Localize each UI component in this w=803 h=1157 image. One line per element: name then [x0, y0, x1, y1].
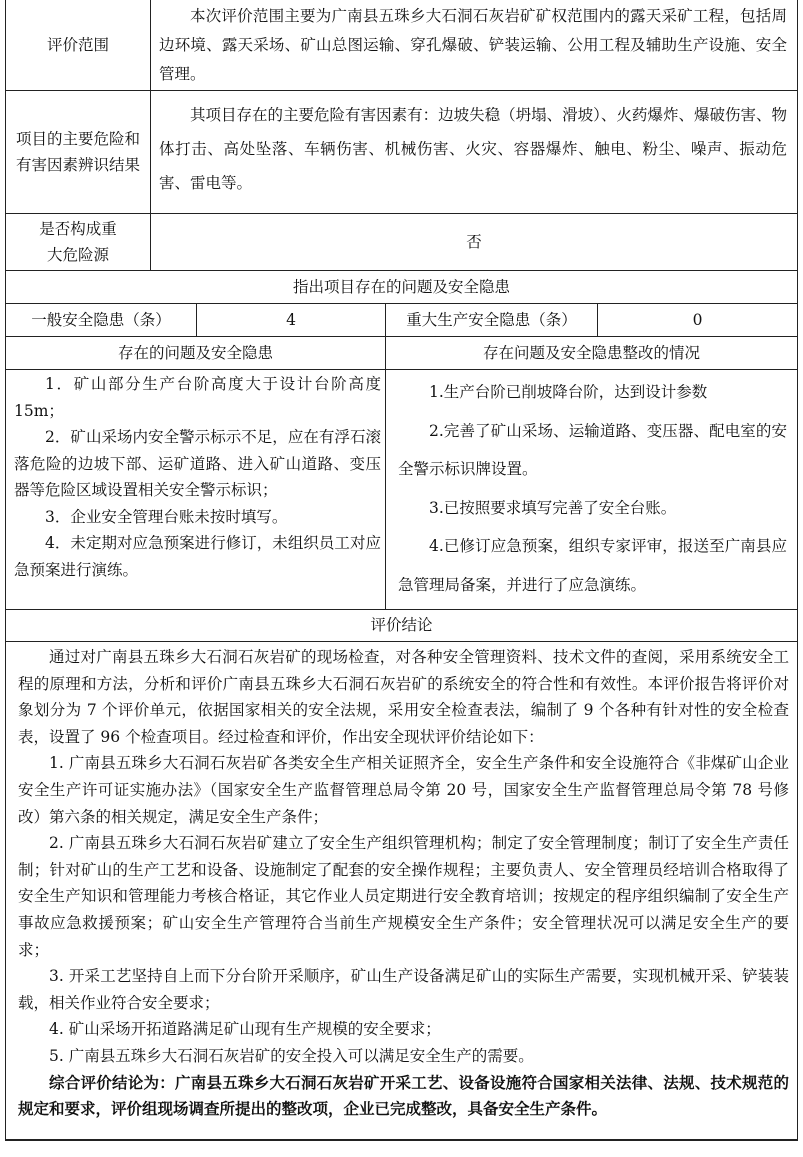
conclusion-intro: 通过对广南县五珠乡大石洞石灰岩矿的现场检查，对各种安全管理资料、技术文件的查阅，采用系统安全工程的原理和方法，分析和评价广南县五珠乡大石洞石灰岩矿的系统安全的符合性和有效性。本评价报告将评价对象划分为 7 个评价单元，依据国家相关的安全法规，采用安全检查表法，编制了 9 个各种有针对性的安全检查表，设置了 96 个检查项目。经过检查和评价，作出安全现状评价结论如下：	[18, 648, 789, 746]
rectification-item: 4.已修订应急预案，组织专家评审，报送至广南县应急管理局备案，并进行了应急演练。	[398, 537, 787, 594]
scope-content	[151, 2, 797, 90]
hazards-content	[151, 98, 797, 213]
problems-column-header-text: 存在的问题及安全隐患	[117, 343, 273, 362]
major-hazard-count-label-text: 重大生产安全隐患（条）	[406, 310, 577, 329]
rectification-item: 1.生产台阶已削坡降台阶，达到设计参数	[429, 383, 708, 401]
problem-item: 3．企业安全管理台账未按时填写。	[45, 507, 288, 526]
hazards-label-text: 项目的主要危险和有害因素辨识结果	[16, 130, 141, 174]
rule	[797, 0, 798, 1141]
problems-list	[6, 371, 385, 609]
major-hazard-value-text: 否	[466, 232, 482, 251]
hazards-label	[6, 91, 150, 213]
rectification-column-header	[386, 337, 797, 369]
conclusion-item: 5. 广南县五珠乡大石洞石灰岩矿的安全投入可以满足安全生产的需要。	[49, 1046, 534, 1065]
general-hazard-label	[6, 304, 196, 336]
rectification-column-header-text: 存在问题及安全隐患整改的情况	[482, 343, 700, 362]
conclusion-item: 1. 广南县五珠乡大石洞石灰岩矿各类安全生产相关证照齐全，安全生产条件和安全设施符合《非煤矿山企业安全生产许可证实施办法》（国家安全生产监督管理总局令第 20 号，国家安全生产监督管理总局令第 78 号修改）第六条的相关规定，满足安全生产条件；	[18, 754, 789, 826]
conclusion-summary: 综合评价结论为：广南县五珠乡大石洞石灰岩矿开采工艺、设备设施符合国家相关法律、法规、技术规范的规定和要求，评价组现场调查所提出的整改项，企业已完成整改，具备安全生产条件。	[18, 1072, 789, 1119]
general-hazard-count	[197, 304, 385, 336]
problem-item: 4．未定期对应急预案进行修订，未组织员工对应急预案进行演练。	[14, 534, 381, 579]
major-hazard-count-label	[386, 304, 597, 336]
rule	[5, 1139, 798, 1141]
rectification-item: 3.已按照要求填写完善了安全台账。	[429, 498, 677, 517]
rule	[5, 369, 798, 370]
hazards-text: 其项目存在的主要危险有害因素有：边坡失稳（坍塌、滑坡）、火药爆炸、爆破伤害、物体打击、高处坠落、车辆伤害、机械伤害、火灾、容器爆炸、触电、粉尘、噪声、振动危害、雷电等。	[159, 106, 787, 192]
conclusion-item: 4. 矿山采场开拓道路满足矿山现有生产规模的安全要求；	[49, 1020, 441, 1039]
rectification-item: 2.完善了矿山采场、运输道路、变压器、配电室的安全警示标识牌设置。	[398, 421, 787, 478]
problems-column-header	[6, 337, 385, 369]
major-hazard-value	[151, 214, 797, 270]
conclusion-body	[6, 644, 797, 1138]
conclusion-item: 3. 开采工艺坚持自上而下分台阶开采顺序，矿山生产设备满足矿山的实际生产需要，实现机械开采、铲装装载，相关作业符合安全要求；	[18, 967, 789, 1012]
scope-text: 本次评价范围主要为广南县五珠乡大石洞石灰岩矿矿权范围内的露天采矿工程，包括周边环境、露天采场、矿山总图运输、穿孔爆破、铲装运输、公用工程及辅助生产设施、安全管理。	[159, 7, 787, 83]
general-hazard-count-text: 4	[286, 310, 296, 329]
issues-header	[6, 271, 797, 303]
scope-label-text: 评价范围	[46, 36, 109, 54]
rule	[5, 641, 798, 642]
problem-item: 1．矿山部分生产台阶高度大于设计台阶高度15m；	[14, 375, 381, 420]
major-hazard-label	[6, 214, 150, 270]
conclusion-item: 2. 广南县五珠乡大石洞石灰岩矿建立了安全生产组织管理机构；制定了安全管理制度；制订了安全生产责任制；针对矿山的生产工艺和设备、设施制定了配套的安全操作规程；主要负责人、安全管理员经培训合格取得了安全生产知识和管理能力考核合格证，其它作业人员定期进行安全教育培训；按规定的程序组织编制了安全生产事故应急救援预案；矿山安全生产管理符合当前生产规模安全生产条件；安全管理状况可以满足安全生产的要求；	[18, 834, 789, 959]
conclusion-header	[6, 610, 797, 641]
general-hazard-label-text: 一般安全隐患（条）	[31, 310, 171, 329]
problem-item: 2．矿山采场内安全警示标示不足，应在有浮石滚落危险的边坡下部、运矿道路、进入矿山道路、变压器等危险区域设置相关安全警示标识；	[14, 428, 381, 499]
scope-label	[6, 0, 150, 90]
conclusion-header-text: 评价结论	[370, 616, 433, 634]
major-hazard-label-text: 是否构成重大危险源	[39, 220, 117, 264]
major-hazard-count-text: 0	[692, 310, 703, 329]
issues-header-text: 指出项目存在的问题及安全隐患	[292, 277, 510, 296]
major-hazard-count	[598, 304, 797, 336]
rectification-list	[386, 373, 797, 609]
